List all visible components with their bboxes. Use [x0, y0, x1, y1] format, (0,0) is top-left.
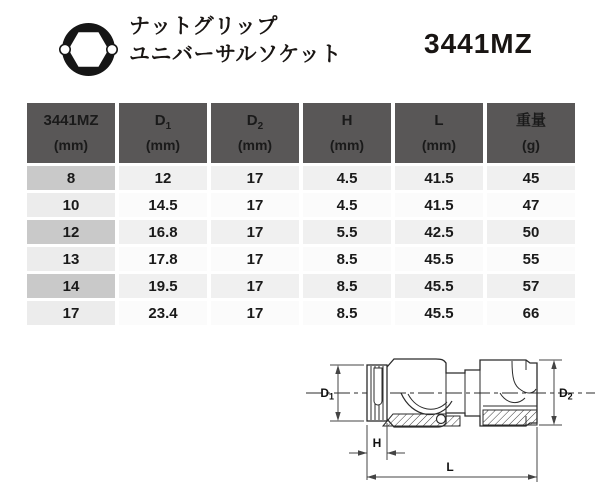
value-cell: 17 — [211, 247, 299, 271]
socket-technical-drawing — [250, 330, 600, 500]
size-cell: 13 — [27, 247, 115, 271]
grip-ball — [437, 415, 446, 424]
value-cell: 55 — [487, 247, 575, 271]
value-cell: 17 — [211, 274, 299, 298]
arrowhead — [335, 365, 340, 374]
size-cell: 17 — [27, 301, 115, 325]
value-cell: 45.5 — [395, 301, 483, 325]
value-cell: 45.5 — [395, 247, 483, 271]
value-cell: 14.5 — [119, 193, 207, 217]
arrowhead — [358, 450, 367, 455]
value-cell: 57 — [487, 274, 575, 298]
value-cell: 66 — [487, 301, 575, 325]
arrowhead — [387, 450, 396, 455]
column-header-d2: $D_2$ (mm) — [211, 103, 299, 163]
column-header-size: 3441MZ (mm) — [27, 103, 115, 163]
table-row — [27, 193, 575, 217]
product-title-line-2: ユニバーサルソケット — [129, 43, 342, 66]
arrowhead — [367, 474, 376, 479]
value-cell: 8.5 — [303, 247, 391, 271]
arrowhead — [551, 360, 556, 369]
h-label: H — [372, 436, 382, 450]
value-cell: 17 — [211, 193, 299, 217]
joint-curve-inner — [408, 394, 447, 409]
drive-cavity-curve — [512, 361, 536, 393]
value-cell: 16.8 — [119, 220, 207, 244]
value-cell: 17 — [211, 301, 299, 325]
product-title-line-1: ナットグリップ — [129, 15, 278, 38]
table-row — [27, 274, 575, 298]
value-cell: 45.5 — [395, 274, 483, 298]
size-cell: 10 — [27, 193, 115, 217]
cross-section-hatch-right — [483, 410, 537, 425]
table-row — [27, 166, 575, 190]
arrowhead — [528, 474, 537, 479]
icon-grip-ball-left — [60, 44, 70, 54]
value-cell: 4.5 — [303, 166, 391, 190]
value-cell: 4.5 — [303, 193, 391, 217]
d2-label: $D_2$ — [559, 386, 573, 402]
value-cell: 41.5 — [395, 193, 483, 217]
column-header-d1: $D_1$ (mm) — [119, 103, 207, 163]
dimension-h — [349, 423, 405, 480]
d1-label: $D_1$ — [320, 386, 334, 402]
size-cell: 8 — [27, 166, 115, 190]
drive-cavity-curve-lower — [500, 393, 525, 403]
value-cell: 47 — [487, 193, 575, 217]
table-row — [27, 247, 575, 271]
value-cell: 8.5 — [303, 301, 391, 325]
spec-table-header — [27, 103, 575, 163]
spec-table — [23, 100, 579, 328]
value-cell: 41.5 — [395, 166, 483, 190]
joint-curve-outer — [401, 393, 452, 415]
cross-section-hatch-left — [383, 414, 460, 426]
arrowhead — [551, 416, 556, 425]
spec-table-body — [27, 166, 575, 325]
model-number: 3441MZ — [424, 28, 533, 59]
value-cell: 45 — [487, 166, 575, 190]
pin-slot — [374, 368, 382, 405]
table-row — [27, 220, 575, 244]
value-cell: 17 — [211, 166, 299, 190]
product-title — [129, 13, 342, 69]
knurl-band — [367, 365, 387, 421]
size-cell: 12 — [27, 220, 115, 244]
value-cell: 17.8 — [119, 247, 207, 271]
column-header-weight: 重量 (g) — [487, 103, 575, 163]
value-cell: 17 — [211, 220, 299, 244]
value-cell: 8.5 — [303, 274, 391, 298]
value-cell: 23.4 — [119, 301, 207, 325]
column-header-l: L (mm) — [395, 103, 483, 163]
table-row — [27, 301, 575, 325]
nut-grip-socket-icon — [59, 20, 118, 79]
arrowhead — [335, 412, 340, 421]
icon-grip-ball-right — [107, 44, 117, 54]
header-row — [27, 103, 575, 163]
l-label: L — [446, 460, 454, 474]
value-cell: 50 — [487, 220, 575, 244]
value-cell: 19.5 — [119, 274, 207, 298]
column-header-h: H (mm) — [303, 103, 391, 163]
value-cell: 12 — [119, 166, 207, 190]
value-cell: 5.5 — [303, 220, 391, 244]
value-cell: 42.5 — [395, 220, 483, 244]
size-cell: 14 — [27, 274, 115, 298]
